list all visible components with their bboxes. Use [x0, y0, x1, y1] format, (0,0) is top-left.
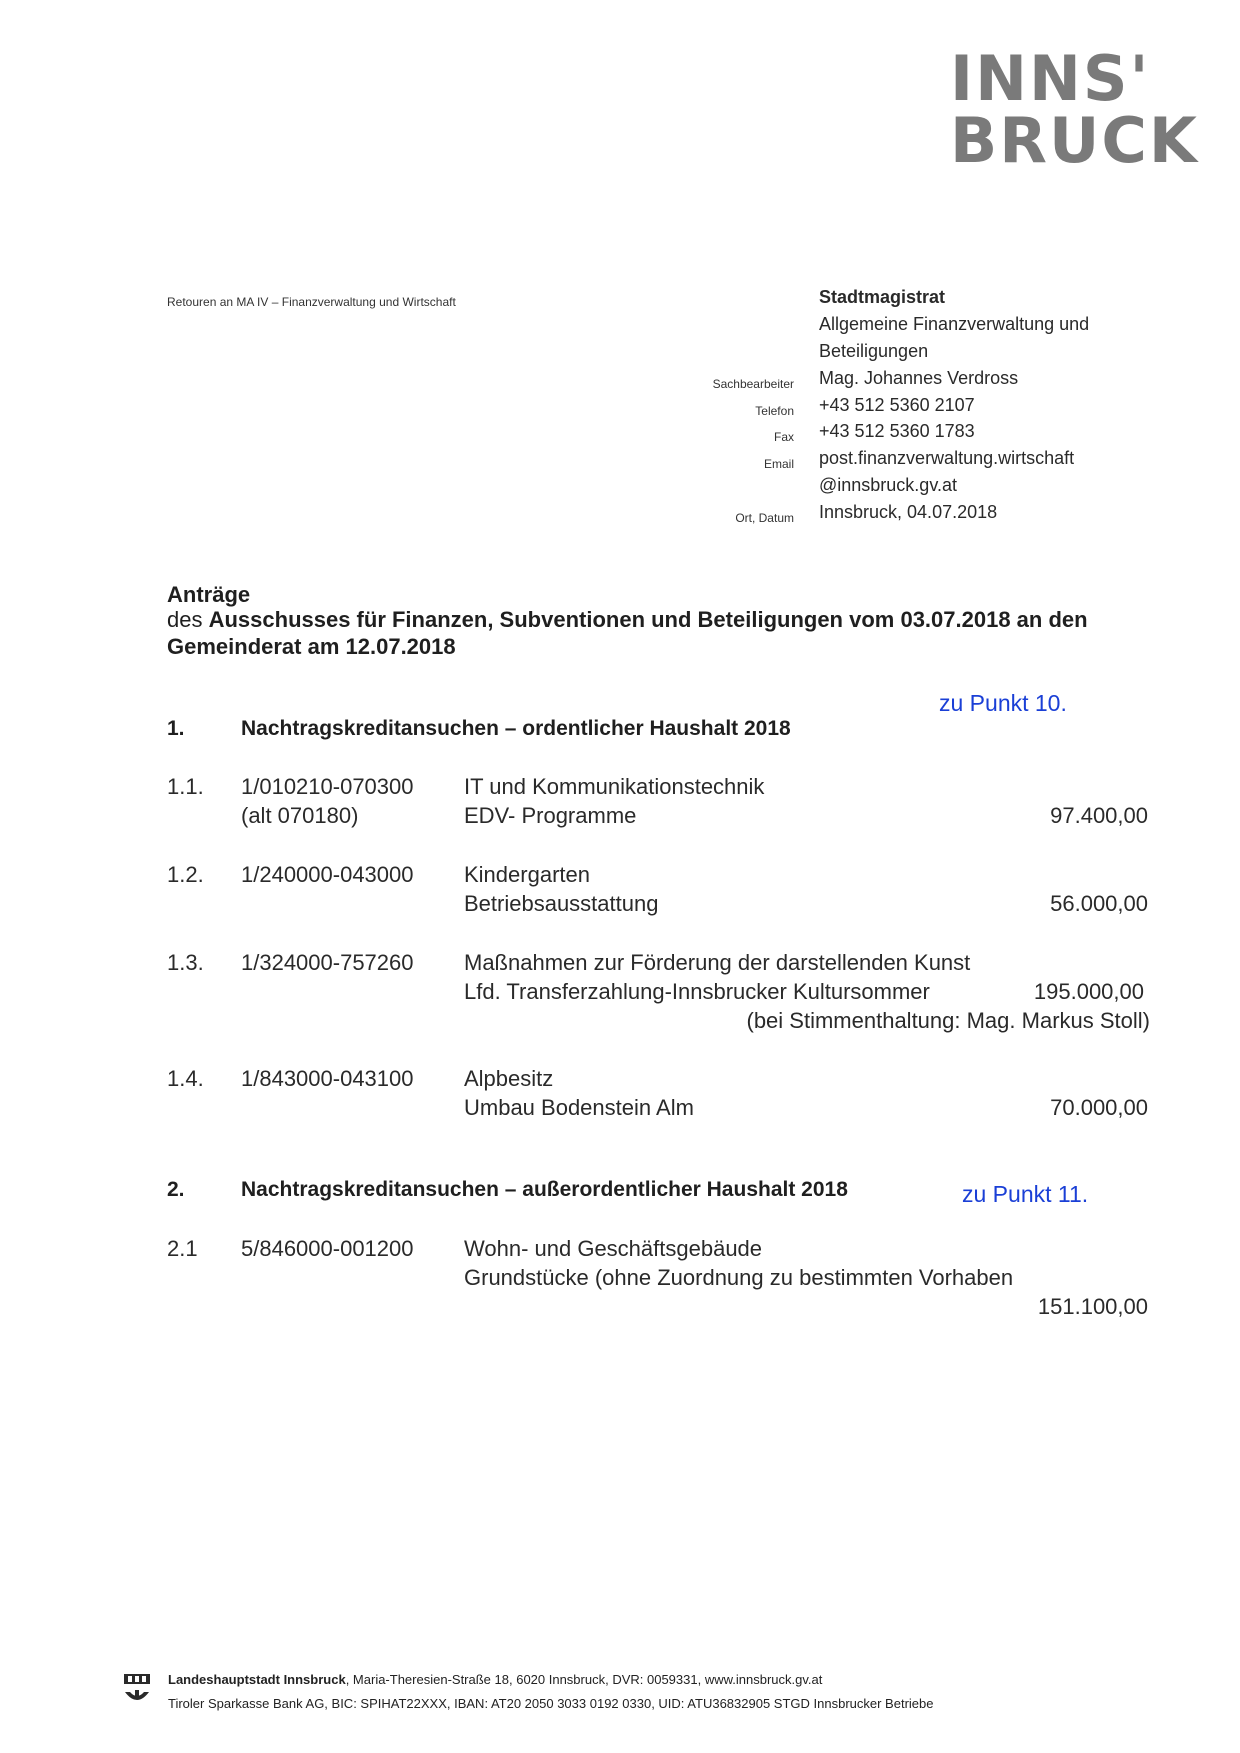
item-1-4-line-1: Alpbesitz	[464, 1066, 554, 1091]
item-1-2-line-2: Betriebsausstattung	[464, 891, 659, 916]
item-2-1-line-1: Wohn- und Geschäftsgebäude	[464, 1236, 763, 1261]
item-1-3-line-2: Lfd. Transferzahlung-Innsbrucker Kultursommer	[464, 979, 930, 1004]
item-1-2-number: 1.2.	[167, 862, 204, 887]
footer-line-2: Tiroler Sparkasse Bank AG, BIC: SPIHAT22XXX, IBAN: AT20 2050 3033 0192 0330, UID: ATU36832905 STGD Innsbrucker Betriebe	[168, 1696, 934, 1711]
office-name: Stadtmagistrat	[819, 287, 946, 307]
section-2-note: zu Punkt 11.	[962, 1181, 1089, 1207]
title-line-2-bold: Ausschusses für Finanzen, Subventionen und Beteiligungen vom 03.07.2018 an den	[208, 607, 1088, 632]
item-1-4-account: 1/843000-043100	[241, 1066, 414, 1091]
item-1-1-account-note: (alt 070180)	[241, 803, 359, 828]
item-1-4-number: 1.4.	[167, 1066, 204, 1091]
section-2-number: 2.	[167, 1178, 185, 1201]
item-1-3-number: 1.3.	[167, 950, 204, 975]
section-1-note: zu Punkt 10.	[939, 690, 1067, 716]
item-1-1-line-2: EDV- Programme	[464, 803, 637, 828]
fax-label: Fax	[773, 430, 794, 444]
section-2-title: Nachtragskreditansuchen – außerordentlicher Haushalt 2018	[241, 1178, 848, 1201]
item-1-4-line-2: Umbau Bodenstein Alm	[464, 1095, 694, 1120]
logo-line-2: BRUCK	[950, 104, 1199, 177]
office-dept-line-1: Allgemeine Finanzverwaltung und	[819, 314, 1090, 334]
page-title: Anträge	[167, 582, 251, 607]
telefon-label: Telefon	[755, 404, 794, 418]
section-1-number: 1.	[167, 717, 185, 740]
item-1-3-account: 1/324000-757260	[241, 950, 414, 975]
ort-datum-value: Innsbruck, 04.07.2018	[819, 502, 998, 522]
return-address: Retouren an MA IV – Finanzverwaltung und Wirtschaft	[167, 295, 456, 309]
item-1-2-account: 1/240000-043000	[241, 862, 414, 887]
email-value-line-1: post.finanzverwaltung.wirtschaft	[819, 448, 1075, 468]
footer-line-1-bold: Landeshauptstadt Innsbruck	[168, 1672, 346, 1687]
ort-datum-label: Ort, Datum	[735, 511, 794, 525]
fax-value: +43 512 5360 1783	[819, 421, 975, 441]
city-logo	[950, 42, 1199, 177]
item-2-1-number: 2.1	[167, 1236, 198, 1261]
item-1-3-amount: 195.000,00	[1033, 979, 1144, 1004]
sachbearbeiter-value: Mag. Johannes Verdross	[819, 368, 1019, 388]
item-2-1-amount: 151.100,00	[1037, 1294, 1148, 1319]
item-1-1-line-1: IT und Kommunikationstechnik	[464, 774, 765, 799]
item-1-1-number: 1.1.	[167, 774, 204, 799]
item-1-3-line-1: Maßnahmen zur Förderung der darstellenden Kunst	[464, 950, 971, 975]
telefon-value: +43 512 5360 2107	[819, 395, 975, 415]
footer-line-1-rest: , Maria-Theresien-Straße 18, 6020 Innsbruck, DVR: 0059331, www.innsbruck.gv.at	[345, 1672, 823, 1687]
office-dept-line-2: Beteiligungen	[819, 341, 929, 361]
item-1-3-remark: (bei Stimmenthaltung: Mag. Markus Stoll)	[746, 1008, 1150, 1033]
email-label: Email	[763, 457, 794, 471]
footer-line-1	[168, 1672, 822, 1687]
title-line-2-prefix: des	[167, 607, 209, 632]
logo-line-1: INNS'	[950, 42, 1151, 115]
title-line-3: Gemeinderat am 12.07.2018	[167, 634, 456, 659]
item-1-2-amount: 56.000,00	[1050, 891, 1148, 916]
item-1-2-line-1: Kindergarten	[464, 862, 590, 887]
city-coat-of-arms-icon	[122, 1672, 152, 1710]
item-1-4-amount: 70.000,00	[1050, 1095, 1148, 1120]
email-value-line-2: @innsbruck.gv.at	[819, 475, 957, 495]
item-2-1-account: 5/846000-001200	[241, 1236, 414, 1261]
sachbearbeiter-label: Sachbearbeiter	[712, 377, 794, 391]
item-1-1-amount: 97.400,00	[1050, 803, 1148, 828]
item-2-1-line-2: Grundstücke (ohne Zuordnung zu bestimmten Vorhaben	[464, 1265, 1014, 1290]
item-1-1-account: 1/010210-070300	[241, 774, 414, 799]
title-line-2	[167, 607, 1088, 633]
section-1-title: Nachtragskreditansuchen – ordentlicher Haushalt 2018	[241, 717, 791, 740]
